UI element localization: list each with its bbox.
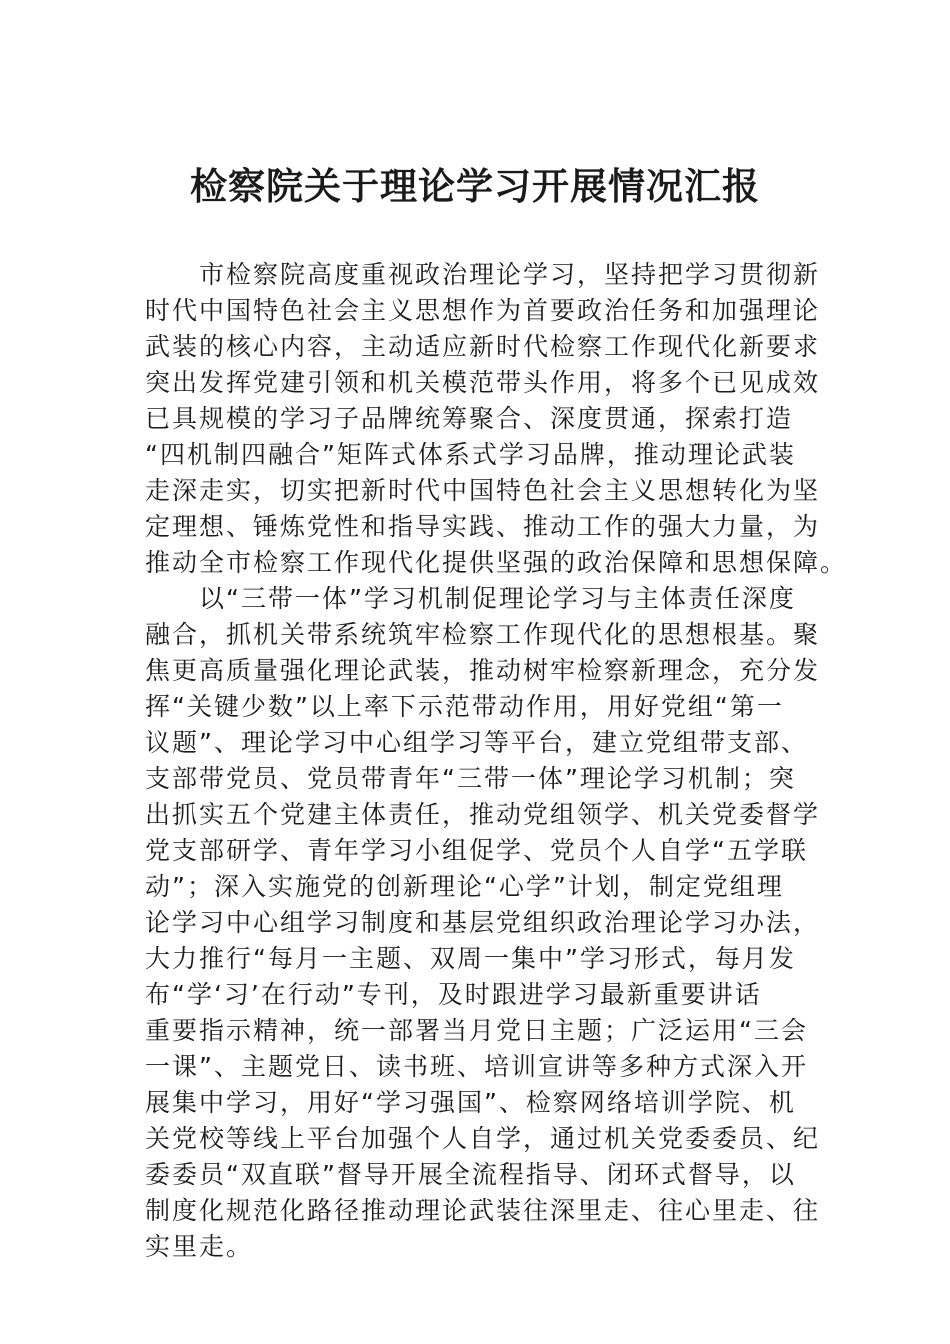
text-line: 市检察院高度重视政治理论学习，坚持把学习贯彻新 xyxy=(199,260,821,289)
text-line: 出抓实五个党建主体责任，推动党组领学、机关党委督学 xyxy=(145,800,821,829)
text-line: 一课”、主题党日、读书班、培训宣讲等多种方式深入开 xyxy=(145,1052,808,1081)
text-line: 关党校等线上平台加强个人自学，通过机关党委委员、纪 xyxy=(145,1124,821,1153)
text-line: 推动全市检察工作现代化提供坚强的政治保障和思想保障。 xyxy=(145,548,848,577)
text-line: 实里走。 xyxy=(145,1232,254,1261)
document-title: 检察院关于理论学习开展情况汇报 xyxy=(190,164,760,208)
paragraph-2 xyxy=(145,581,821,1265)
text-line: 走深走实，切实把新时代中国特色社会主义思想转化为坚 xyxy=(145,476,821,505)
text-line: 重要指示精神，统一部署当月党日主题；广泛运用“三会 xyxy=(145,1016,808,1045)
text-line: 定理想、锤炼党性和指导实践、推动工作的强大力量，为 xyxy=(145,512,821,541)
document-body xyxy=(145,257,848,1265)
text-line: 委委员“双直联”督导开展全流程指导、闭环式督导，以 xyxy=(145,1160,796,1189)
paragraph-1 xyxy=(145,257,848,581)
text-line: 以“三带一体”学习机制促理论学习与主体责任深度 xyxy=(199,584,796,613)
text-line: “四机制四融合”矩阵式体系式学习品牌，推动理论武装 xyxy=(145,440,796,469)
text-line: 挥“关键少数”以上率下示范带动作用，用好党组“第一 xyxy=(145,692,784,721)
text-line: 突出发挥党建引领和机关模范带头作用，将多个已见成效 xyxy=(145,368,821,397)
text-line: 论学习中心组学习制度和基层党组织政治理论学习办法， xyxy=(145,908,821,937)
text-line: 展集中学习，用好“学习强国”、检察网络培训学院、机 xyxy=(145,1088,796,1117)
text-line: 焦更高质量强化理论武装，推动树牢检察新理念，充分发 xyxy=(145,656,821,685)
text-line: 大力推行“每月一主题、双周一集中”学习形式，每月发 xyxy=(145,944,796,973)
text-line: 已具规模的学习子品牌统筹聚合、深度贯通，探索打造 xyxy=(145,404,794,433)
text-line: 党支部研学、青年学习小组促学、党员个人自学“五学联 xyxy=(145,836,808,865)
text-line: 议题”、理论学习中心组学习等平台，建立党组带支部、 xyxy=(145,728,808,757)
text-line: 支部带党员、党员带青年“三带一体”理论学习机制；突 xyxy=(145,764,796,793)
text-line: 动”；深入实施党的创新理论“心学”计划，制定党组理 xyxy=(145,872,784,901)
text-line: 制度化规范化路径推动理论武装往深里走、往心里走、往 xyxy=(145,1196,821,1225)
text-line: 时代中国特色社会主义思想作为首要政治任务和加强理论 xyxy=(145,296,821,325)
text-line: 布“学‘习’在行动”专刊，及时跟进学习最新重要讲话 xyxy=(145,980,762,1009)
text-line: 武装的核心内容，主动适应新时代检察工作现代化新要求 xyxy=(145,332,821,361)
text-line: 融合，抓机关带系统筑牢检察工作现代化的思想根基。聚 xyxy=(145,620,821,649)
